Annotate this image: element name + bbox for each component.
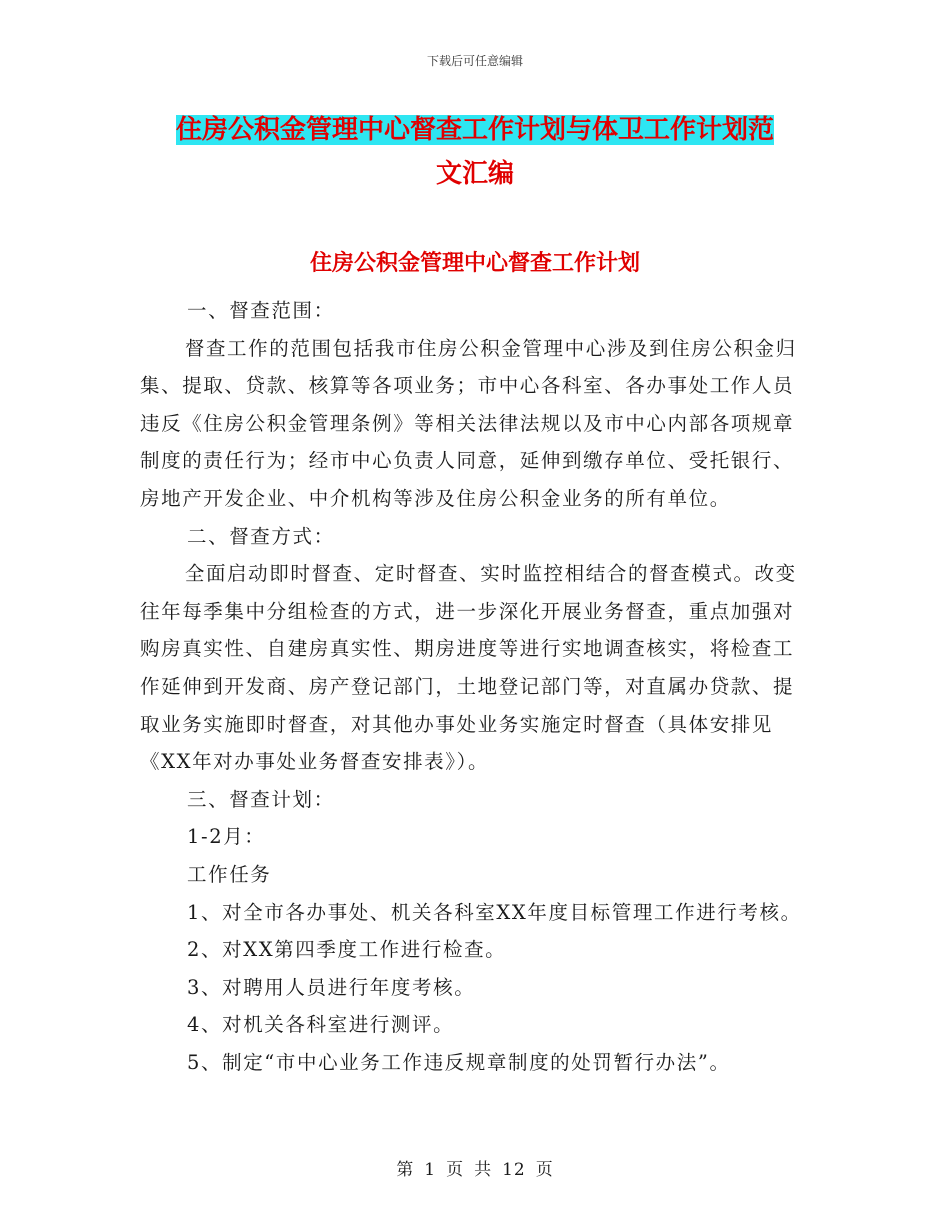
- heading-scope: 一、督查范围：: [187, 299, 335, 322]
- heading-method: 二、督查方式：: [187, 524, 335, 548]
- list-item: 3、对聘用人员进行年度考核。: [187, 975, 476, 999]
- footer-total-pages: 12: [502, 1160, 526, 1180]
- list-item: 5、制定“市中心业务工作违反规章制度的处罚暂行办法”。: [187, 1050, 731, 1074]
- footer-di: 第: [396, 1160, 415, 1180]
- paragraph-scope: 督查工作的范围包括我市住房公积金管理中心涉及到住房公积金归集、提取、贷款、核算等各项业务；市中心各科室、各办事处工作人员违反《住房公积金管理条例》等相关法律法规以及市中心内部各项规章制度的责任行为；经市中心负责人同意，延伸到缴存单位、受托银行、房地产开发企业、中介机构等涉及住房公积金业务的所有单位。: [140, 336, 797, 510]
- document-body: [140, 292, 810, 1081]
- plan-period: 1-2月：: [187, 825, 266, 849]
- heading-plan: 三、督查计划：: [187, 787, 335, 811]
- paragraph-method: 全面启动即时督查、定时督查、实时监控相结合的督查模式。改变往年每季集中分组检查的方式，进一步深化开展业务督查，重点加强对购房真实性、自建房真实性、期房进度等进行实地调查核实，将检查工作延伸到开发商、房产登记部门，土地登记部门等，对直属办贷款、提取业务实施即时督查，对其他办事处业务实施定时督查（具体安排见《XX年对办事处业务督查安排表》）。: [140, 562, 797, 774]
- footer-gong: 共: [474, 1160, 493, 1180]
- footer-ye: 页: [446, 1160, 465, 1180]
- list-item: 4、对机关各科室进行测评。: [187, 1013, 455, 1037]
- footer-page-number: 1: [424, 1160, 437, 1180]
- list-item: 2、对XX第四季度工作进行检查。: [187, 938, 507, 962]
- document-title-line-1: 住房公积金管理中心督查工作计划与体卫工作计划范: [175, 115, 774, 145]
- page-footer: [0, 1155, 950, 1180]
- section-title: 住房公积金管理中心督查工作计划: [309, 250, 640, 276]
- header-note: 下载后可任意编辑: [426, 54, 523, 68]
- list-item: 1、对全市各办事处、机关各科室XX年度目标管理工作进行考核。: [187, 900, 802, 924]
- document-title-line-2: 文汇编: [435, 159, 514, 189]
- document-title: [140, 108, 810, 196]
- plan-tasks-label: 工作任务: [187, 862, 272, 886]
- footer-ye-end: 页: [535, 1160, 554, 1180]
